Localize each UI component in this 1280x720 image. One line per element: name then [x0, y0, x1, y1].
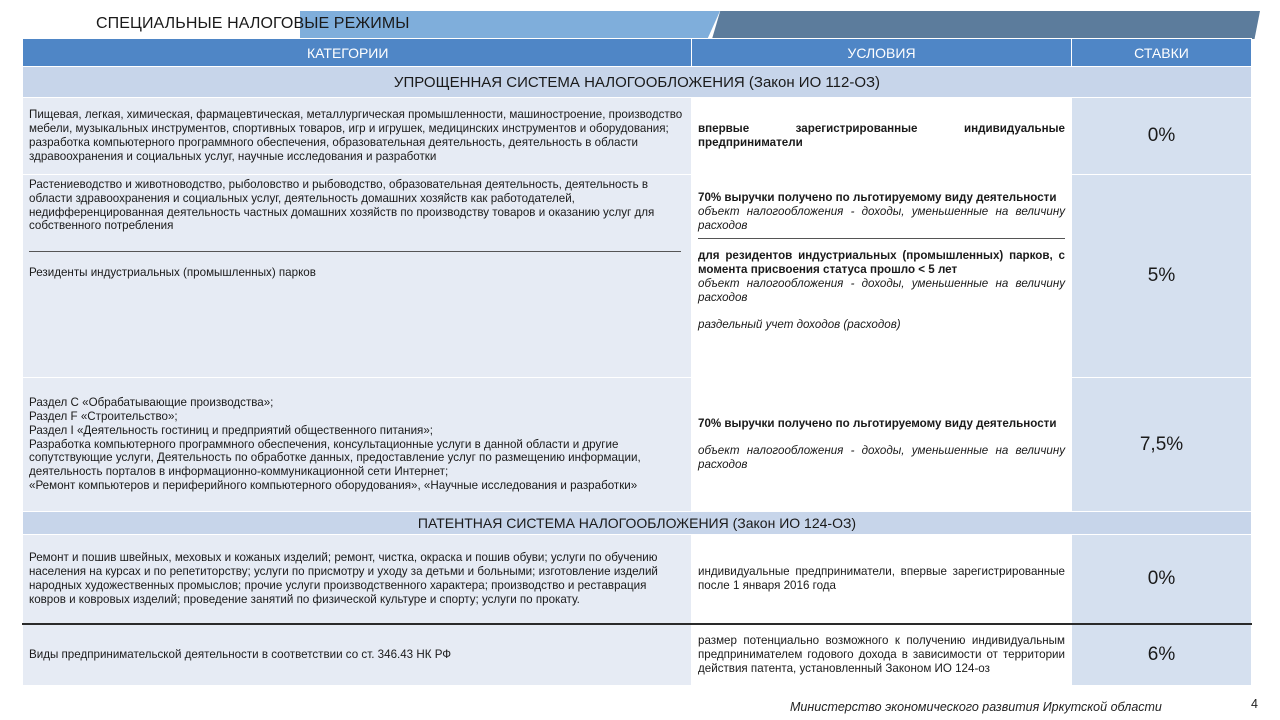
condition-italic-text: объект налогообложения - доходы, уменьшенные на величину расходов [698, 444, 1065, 471]
header-categories: КАТЕГОРИИ [23, 39, 692, 67]
category-text: Резиденты индустриальных (промышленных) парков [29, 266, 316, 280]
page-title: СПЕЦИАЛЬНЫЕ НАЛОГОВЫЕ РЕЖИМЫ [96, 15, 410, 32]
section-row-psn [23, 512, 1252, 535]
table-row [23, 98, 1252, 175]
footer-ministry: Министерство экономического развития Иркутской области [790, 700, 1162, 714]
condition-cell: индивидуальные предприниматели, впервые зарегистрированные после 1 января 2016 года [692, 535, 1072, 624]
title-bar-accent-dark [712, 11, 1260, 39]
condition-bold-text: 70% выручки получено по льготируемому виду деятельности [698, 417, 1057, 431]
table-row [23, 378, 1252, 512]
tax-regimes-table [22, 38, 1252, 686]
category-line: «Ремонт компьютеров и периферийного компьютерного оборудования», «Научные исследования и разработки» [29, 478, 638, 492]
category-cell: Виды предпринимательской деятельности в соответствии со ст. 346.43 НК РФ [23, 624, 692, 686]
category-line: Раздел F «Строительство»; [29, 410, 178, 423]
condition-cell: размер потенциально возможного к получению индивидуальным предпринимателем годового дохода в зависимости от территории действия патента, установленный Законом ИО 124-оз [692, 624, 1072, 686]
table-row [23, 535, 1252, 624]
table-row [23, 624, 1252, 686]
rate-cell: 7,5% [1072, 378, 1252, 512]
category-line: Разработка компьютерного программного обеспечения, консультационные услуги в данной области и другие сопутствующие услуги, Деятельность по обработке данных, предоставление услуг по размещению информации, деятельность порталов в информационно-коммуникационной сети Интернет; [29, 437, 641, 479]
category-divider [29, 251, 681, 252]
condition-italic-text: объект налогообложения - доходы, уменьшенные на величину расходов [698, 204, 1065, 232]
condition-bold-text: для резидентов индустриальных (промышленных) парков, с момента присвоения статуса прошло < 5 лет [698, 249, 1065, 277]
rate-cell: 5% [1072, 175, 1252, 378]
condition-divider [698, 238, 1065, 239]
condition-italic-text: объект налогообложения - доходы, уменьшенные на величину расходов [698, 276, 1065, 304]
condition-italic-text: раздельный учет доходов (расходов) [698, 317, 901, 331]
table-header-row [23, 39, 1252, 67]
category-cell [23, 175, 692, 378]
category-text: Растениеводство и животноводство, рыболовство и рыбоводство, образовательная деятельность, деятельность в области здравоохранения и социальных услуг, деятельность домашних хозяйств как работодателей, недифференцированная деятельность частных домашних хозяйств по производству товаров и оказанию услуг для собственного потребления [29, 178, 655, 233]
section-row-usn [23, 67, 1252, 98]
rate-cell: 0% [1072, 98, 1252, 175]
category-cell: Ремонт и пошив швейных, меховых и кожаных изделий; ремонт, чистка, окраска и пошив обуви; услуги по обучению населения на курсах и по репетиторству; услуги по присмотру и уходу за детьми и больными; изготовление изделий народных художественных промыслов; прочие услуги производственного характера; производство и реставрация ковров и ковровых изделий; проведение занятий по физической культуре и спорту; услуги по прокату. [23, 535, 692, 624]
table-row [23, 175, 1252, 378]
condition-text: впервые зарегистрированные индивидуальные предприниматели [698, 122, 1065, 149]
category-cell: Пищевая, легкая, химическая, фармацевтическая, металлургическая промышленности, машиностроение, производство мебели, музыкальных инструментов, спортивных товаров, игр и игрушек, медицинских инструментов и оборудования; разработка компьютерного программного обеспечения, образовательная деятельность, деятельность в области здравоохранения и социальных услуг, научные исследования и разработки [23, 98, 692, 175]
section-title-psn: ПАТЕНТНАЯ СИСТЕМА НАЛОГООБЛОЖЕНИЯ (Закон ИО 124-ОЗ) [23, 512, 1252, 535]
header-conditions: УСЛОВИЯ [692, 39, 1072, 67]
category-line: Раздел С «Обрабатывающие производства»; [29, 396, 274, 410]
section-title-usn: УПРОЩЕННАЯ СИСТЕМА НАЛОГООБЛОЖЕНИЯ (Закон ИО 112-ОЗ) [23, 67, 1252, 98]
condition-cell [692, 98, 1072, 175]
category-cell [23, 378, 692, 512]
page-number: 4 [1251, 697, 1258, 711]
rate-cell: 6% [1072, 624, 1252, 686]
condition-cell [692, 175, 1072, 378]
category-line: Раздел I «Деятельность гостиниц и предприятий общественного питания»; [29, 423, 433, 437]
condition-bold-text: 70% выручки получено по льготируемому виду деятельности [698, 191, 1057, 204]
rate-cell: 0% [1072, 535, 1252, 624]
condition-cell [692, 378, 1072, 512]
header-rates: СТАВКИ [1072, 39, 1252, 67]
